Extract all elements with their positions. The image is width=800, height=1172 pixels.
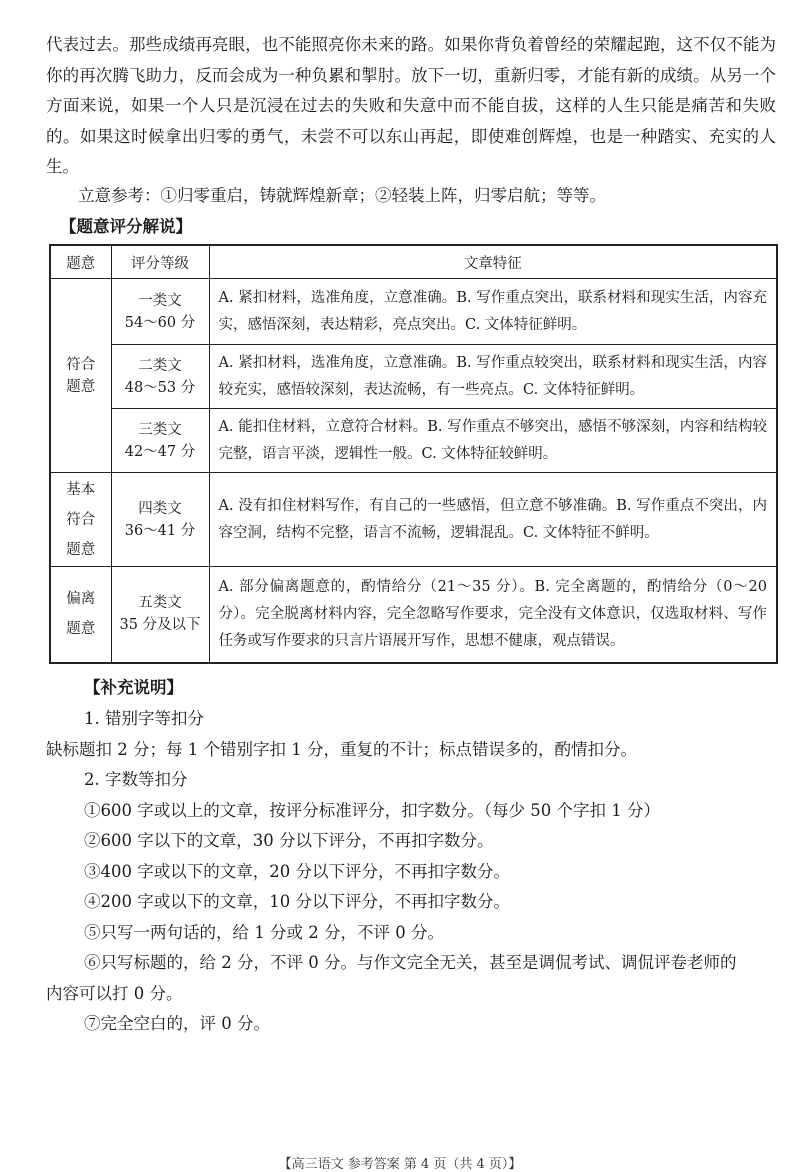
category-label: 符合题意	[66, 356, 96, 395]
scoring-table	[49, 244, 778, 664]
table-row	[50, 409, 777, 473]
grade-name: 一类文	[138, 292, 182, 309]
count-title: 2. 字数等扣分	[84, 770, 188, 789]
category-label: 基本符合题意	[66, 481, 96, 558]
table-row	[50, 345, 777, 409]
grade-range: 48～53 分	[124, 379, 196, 396]
feature-desc: A. 紧扣材料，选准角度，立意准确。B. 写作重点较突出，联系材料和现实生活，内容较充实，感悟较深刻，表达流畅，有一些亮点。C. 文体特征鲜明。	[209, 345, 777, 409]
table-row	[50, 567, 777, 663]
header-topic: 题意	[50, 245, 111, 279]
table-row	[50, 473, 777, 567]
intro-paragraph: 代表过去。那些成绩再亮眼，也不能照亮你未来的路。如果你背负着曾经的荣耀起跑，这不仅不能为你的再次腾飞助力，反而会成为一种负累和掣肘。放下一切，重新归零，才能有新的成绩。从另一个方面来说，如果一个人只是沉浸在过去的失败和失意中而不能自拔，这样的人生只能是痛苦和失败的。如果这时候拿出归零的勇气，未尝不可以东山再起，即使难创辉煌，也是一种踏实、充实的人生。	[46, 35, 776, 176]
grade-range: 35 分及以下	[119, 617, 201, 634]
grade-cell	[111, 473, 209, 567]
feature-desc: A. 紧扣材料，选准角度，立意准确。B. 写作重点突出，联系材料和现实生活，内容充实，感悟深刻，表达精彩，亮点突出。C. 文体特征鲜明。	[209, 279, 777, 345]
grade-range: 42～47 分	[124, 443, 196, 460]
count-rule-5: ⑤只写一两句话的，给 1 分或 2 分，不评 0 分。	[84, 922, 444, 942]
scoring-header: 【题意评分解说】	[60, 217, 192, 236]
feature-desc: A. 能扣住材料，立意符合材料。B. 写作重点不够突出，感悟不够深刻，内容和结构较完整，语言平淡，逻辑性一般。C. 文体特征较鲜明。	[209, 409, 777, 473]
count-rule-1: ①600 字或以上的文章，按评分标准评分，扣字数分。（每少 50 个字扣 1 分）	[84, 800, 660, 820]
count-rule-3: ③400 字或以下的文章，20 分以下评分，不再扣字数分。	[84, 861, 510, 881]
grade-range: 54～60 分	[124, 314, 196, 331]
supplement-list	[0, 704, 800, 1040]
grade-name: 二类文	[138, 357, 182, 374]
feature-desc: A. 部分偏离题意的，酌情给分（21～35 分）。B. 完全离题的，酌情给分（0～20 分）。完全脱离材料内容，完全忽略写作要求，完全没有文体意识，仅选取材料、写作任务或写作要求的只言片语展开写作，思想不健康，观点错误。	[209, 567, 777, 663]
category-label: 偏离题意	[66, 591, 96, 638]
category-basic	[50, 473, 111, 567]
category-fit	[50, 279, 111, 473]
grade-name: 四类文	[138, 500, 182, 517]
header-grade: 评分等级	[111, 245, 209, 279]
supplement-header: 【补充说明】	[84, 678, 183, 697]
table-header-row	[50, 245, 777, 279]
category-off	[50, 567, 111, 663]
count-rule-6-cont: 内容可以打 0 分。	[46, 983, 183, 1003]
count-rule-6: ⑥只写标题的，给 2 分，不评 0 分。与作文完全无关，甚至是调侃考试、调侃评卷老师的	[84, 953, 737, 972]
feature-desc: A. 没有扣住材料写作，有自己的一些感悟，但立意不够准确。B. 写作重点不突出，内容空洞，结构不完整，语言不流畅，逻辑混乱。C. 文体特征不鲜明。	[209, 473, 777, 567]
table-row	[50, 279, 777, 345]
grade-range: 36～41 分	[124, 522, 196, 539]
count-rule-4: ④200 字或以下的文章，10 分以下评分，不再扣字数分。	[84, 892, 510, 911]
grade-cell	[111, 279, 209, 345]
count-rule-7: ⑦完全空白的，评 0 分。	[84, 1014, 270, 1033]
typo-title: 1. 错别字等扣分	[84, 709, 204, 728]
page-footer: 【高三语文 参考答案 第 4 页（共 4 页）】	[278, 1157, 522, 1172]
grade-cell	[111, 409, 209, 473]
header-features: 文章特征	[209, 245, 777, 279]
typo-rule: 缺标题扣 2 分；每 1 个错别字扣 1 分，重复的不计；标点错误多的，酌情扣分。	[46, 739, 637, 759]
idea-reference: 立意参考：①归零重启，铸就辉煌新章；②轻装上阵，归零启航；等等。	[78, 186, 606, 205]
count-rule-2: ②600 字以下的文章，30 分以下评分，不再扣字数分。	[84, 831, 494, 850]
grade-cell	[111, 345, 209, 409]
grade-cell	[111, 567, 209, 663]
grade-name: 五类文	[138, 595, 182, 612]
grade-name: 三类文	[138, 421, 182, 438]
